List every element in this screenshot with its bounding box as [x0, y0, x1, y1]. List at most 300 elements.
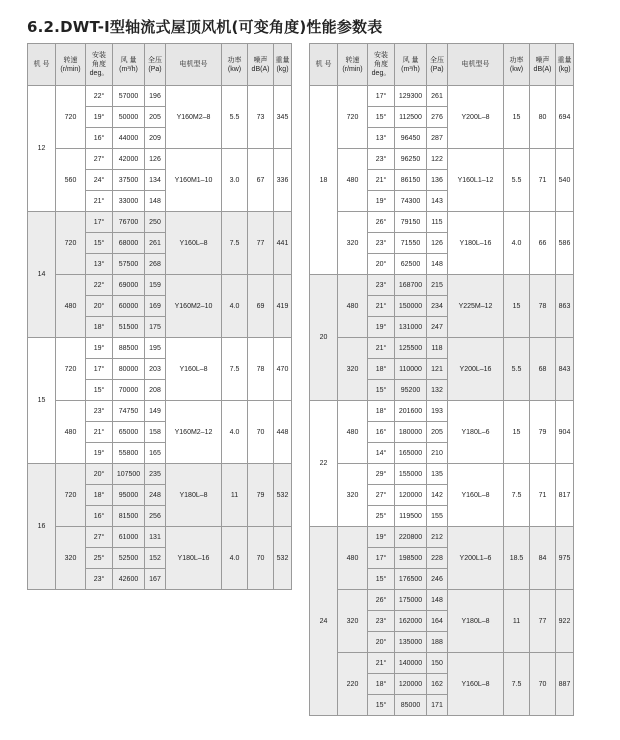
noise-level: 70	[530, 653, 556, 716]
unit-weight: 441	[274, 212, 292, 275]
air-flow: 74750	[113, 401, 145, 422]
air-flow: 95200	[395, 380, 427, 401]
motor-power: 4.0	[222, 275, 248, 338]
unit-weight: 863	[556, 275, 574, 338]
total-pressure: 246	[427, 569, 448, 590]
install-angle: 21°	[368, 170, 395, 191]
model-number: 12	[28, 86, 56, 212]
unit-weight: 419	[274, 275, 292, 338]
install-angle: 23°	[86, 401, 113, 422]
noise-level: 78	[248, 338, 274, 401]
total-pressure: 203	[145, 359, 166, 380]
header-speed	[56, 44, 86, 86]
install-angle: 19°	[368, 527, 395, 548]
table-row	[310, 653, 574, 674]
air-flow: 96250	[395, 149, 427, 170]
install-angle: 22°	[86, 86, 113, 107]
table-row	[28, 86, 292, 107]
total-pressure: 115	[427, 212, 448, 233]
unit-weight: 887	[556, 653, 574, 716]
header-weight-line: (kg)	[558, 65, 571, 73]
table-row	[310, 590, 574, 611]
header-pressure-line: 全压	[148, 56, 162, 64]
speed-rpm: 320	[338, 338, 368, 401]
total-pressure: 261	[427, 86, 448, 107]
install-angle: 26°	[368, 212, 395, 233]
air-flow: 168700	[395, 275, 427, 296]
total-pressure: 143	[427, 191, 448, 212]
motor-power: 5.5	[504, 338, 530, 401]
header-angle-line: deg。	[89, 70, 109, 77]
total-pressure: 135	[427, 464, 448, 485]
table-header-left	[28, 44, 292, 86]
motor-model: Y160L1–12	[448, 149, 504, 212]
table-row	[28, 338, 292, 359]
header-weight-line: 重量	[557, 56, 572, 64]
motor-model: Y160L–8	[166, 338, 222, 401]
install-angle: 18°	[86, 485, 113, 506]
table-header-right	[310, 44, 574, 86]
table-row	[310, 149, 574, 170]
table-row	[28, 401, 292, 422]
air-flow: 120000	[395, 485, 427, 506]
motor-model: Y160M2–12	[166, 401, 222, 464]
install-angle: 16°	[86, 506, 113, 527]
unit-weight: 345	[274, 86, 292, 149]
performance-table-left	[27, 43, 292, 590]
motor-power: 7.5	[504, 653, 530, 716]
unit-weight: 532	[274, 464, 292, 527]
header-flow-line: 风 量	[402, 56, 419, 64]
motor-model: Y160L–8	[448, 653, 504, 716]
header-angle-line: 角度	[374, 61, 388, 68]
air-flow: 65000	[113, 422, 145, 443]
total-pressure: 212	[427, 527, 448, 548]
header-weight	[556, 44, 574, 86]
install-angle: 15°	[368, 380, 395, 401]
total-pressure: 149	[145, 401, 166, 422]
motor-model: Y180L–6	[448, 401, 504, 464]
install-angle: 20°	[368, 632, 395, 653]
air-flow: 119500	[395, 506, 427, 527]
air-flow: 107500	[113, 464, 145, 485]
total-pressure: 268	[145, 254, 166, 275]
speed-rpm: 480	[338, 149, 368, 212]
table-row	[310, 86, 574, 107]
air-flow: 165000	[395, 443, 427, 464]
total-pressure: 142	[427, 485, 448, 506]
header-row	[28, 44, 292, 86]
unit-weight: 922	[556, 590, 574, 653]
noise-level: 69	[248, 275, 274, 338]
air-flow: 71550	[395, 233, 427, 254]
motor-power: 18.5	[504, 527, 530, 590]
unit-weight: 975	[556, 527, 574, 590]
table-row	[28, 149, 292, 170]
header-model	[28, 44, 56, 86]
air-flow: 33000	[113, 191, 145, 212]
speed-rpm: 480	[338, 401, 368, 464]
noise-level: 73	[248, 86, 274, 149]
header-angle-line: deg。	[371, 70, 391, 77]
total-pressure: 248	[145, 485, 166, 506]
unit-weight: 904	[556, 401, 574, 464]
total-pressure: 132	[427, 380, 448, 401]
speed-rpm: 320	[56, 527, 86, 590]
motor-power: 15	[504, 275, 530, 338]
install-angle: 21°	[86, 191, 113, 212]
unit-weight: 843	[556, 338, 574, 401]
total-pressure: 150	[427, 653, 448, 674]
total-pressure: 205	[427, 422, 448, 443]
header-speed-line: (r/min)	[342, 65, 363, 73]
header-speed-line: (r/min)	[60, 65, 81, 73]
header-angle-line: 角度	[92, 61, 106, 68]
motor-power: 4.0	[222, 527, 248, 590]
install-angle: 27°	[368, 485, 395, 506]
install-angle: 19°	[368, 317, 395, 338]
install-angle: 15°	[368, 695, 395, 716]
total-pressure: 169	[145, 296, 166, 317]
header-motor	[166, 44, 222, 86]
model-number: 20	[310, 275, 338, 401]
speed-rpm: 220	[338, 653, 368, 716]
total-pressure: 134	[145, 170, 166, 191]
install-angle: 25°	[368, 506, 395, 527]
header-angle-line: 安装	[92, 52, 106, 59]
install-angle: 17°	[368, 86, 395, 107]
table-row	[310, 275, 574, 296]
noise-level: 84	[530, 527, 556, 590]
air-flow: 62500	[395, 254, 427, 275]
install-angle: 27°	[86, 527, 113, 548]
noise-level: 68	[530, 338, 556, 401]
air-flow: 112500	[395, 107, 427, 128]
total-pressure: 118	[427, 338, 448, 359]
model-number: 22	[310, 401, 338, 527]
header-pressure-line: (Pa)	[148, 65, 162, 73]
total-pressure: 247	[427, 317, 448, 338]
total-pressure: 193	[427, 401, 448, 422]
air-flow: 79150	[395, 212, 427, 233]
install-angle: 19°	[368, 191, 395, 212]
table-row	[310, 338, 574, 359]
header-speed-line: 转速	[63, 56, 78, 64]
header-flow	[113, 44, 145, 86]
motor-model: Y160M2–8	[166, 86, 222, 149]
total-pressure: 205	[145, 107, 166, 128]
motor-power: 15	[504, 86, 530, 149]
total-pressure: 164	[427, 611, 448, 632]
header-angle	[86, 44, 113, 86]
table-row	[310, 401, 574, 422]
air-flow: 120000	[395, 674, 427, 695]
noise-level: 79	[248, 464, 274, 527]
install-angle: 18°	[86, 317, 113, 338]
table-row	[28, 275, 292, 296]
header-pressure-line: 全压	[430, 56, 444, 64]
install-angle: 15°	[86, 233, 113, 254]
header-model-line: 机 号	[315, 61, 332, 68]
air-flow: 175000	[395, 590, 427, 611]
install-angle: 23°	[368, 275, 395, 296]
header-model-line: 机 号	[33, 61, 50, 68]
unit-weight: 448	[274, 401, 292, 464]
header-pressure	[145, 44, 166, 86]
install-angle: 20°	[86, 296, 113, 317]
header-power-line: (kw)	[227, 65, 242, 73]
total-pressure: 126	[427, 233, 448, 254]
motor-model: Y200L–8	[448, 86, 504, 149]
total-pressure: 261	[145, 233, 166, 254]
header-power-line: 功率	[509, 56, 524, 64]
install-angle: 21°	[368, 653, 395, 674]
air-flow: 61000	[113, 527, 145, 548]
model-number: 18	[310, 86, 338, 275]
air-flow: 180000	[395, 422, 427, 443]
install-angle: 18°	[368, 359, 395, 380]
air-flow: 44000	[113, 128, 145, 149]
total-pressure: 152	[145, 548, 166, 569]
model-number: 15	[28, 338, 56, 464]
air-flow: 52500	[113, 548, 145, 569]
install-angle: 23°	[368, 611, 395, 632]
install-angle: 23°	[86, 569, 113, 590]
speed-rpm: 720	[56, 464, 86, 527]
total-pressure: 250	[145, 212, 166, 233]
motor-model: Y200L1–6	[448, 527, 504, 590]
noise-level: 80	[530, 86, 556, 149]
air-flow: 96450	[395, 128, 427, 149]
air-flow: 70000	[113, 380, 145, 401]
air-flow: 110000	[395, 359, 427, 380]
speed-rpm: 480	[338, 275, 368, 338]
header-angle-line: 安装	[374, 52, 388, 59]
air-flow: 76700	[113, 212, 145, 233]
motor-model: Y225M–12	[448, 275, 504, 338]
header-weight-line: 重量	[275, 56, 290, 64]
air-flow: 42600	[113, 569, 145, 590]
table-body-left	[28, 86, 292, 590]
install-angle: 22°	[86, 275, 113, 296]
total-pressure: 188	[427, 632, 448, 653]
noise-level: 77	[530, 590, 556, 653]
total-pressure: 122	[427, 149, 448, 170]
header-flow-line: 风 量	[120, 56, 137, 64]
total-pressure: 148	[427, 254, 448, 275]
air-flow: 150000	[395, 296, 427, 317]
total-pressure: 171	[427, 695, 448, 716]
header-flow	[395, 44, 427, 86]
total-pressure: 195	[145, 338, 166, 359]
air-flow: 140000	[395, 653, 427, 674]
air-flow: 201600	[395, 401, 427, 422]
air-flow: 51500	[113, 317, 145, 338]
noise-level: 71	[530, 149, 556, 212]
install-angle: 20°	[368, 254, 395, 275]
noise-level: 66	[530, 212, 556, 275]
speed-rpm: 560	[56, 149, 86, 212]
table-row	[28, 212, 292, 233]
install-angle: 19°	[86, 338, 113, 359]
motor-power: 5.5	[222, 86, 248, 149]
header-flow-line: (m³/h)	[401, 65, 420, 73]
noise-level: 79	[530, 401, 556, 464]
total-pressure: 228	[427, 548, 448, 569]
total-pressure: 175	[145, 317, 166, 338]
header-pressure-line: (Pa)	[430, 65, 444, 73]
air-flow: 131000	[395, 317, 427, 338]
air-flow: 220800	[395, 527, 427, 548]
install-angle: 21°	[368, 296, 395, 317]
total-pressure: 155	[427, 506, 448, 527]
air-flow: 37500	[113, 170, 145, 191]
unit-weight: 694	[556, 86, 574, 149]
table-row	[28, 464, 292, 485]
motor-power: 3.0	[222, 149, 248, 212]
unit-weight: 817	[556, 464, 574, 527]
motor-model: Y180L–8	[166, 464, 222, 527]
total-pressure: 210	[427, 443, 448, 464]
air-flow: 80000	[113, 359, 145, 380]
install-angle: 21°	[86, 422, 113, 443]
air-flow: 60000	[113, 296, 145, 317]
install-angle: 25°	[86, 548, 113, 569]
noise-level: 77	[248, 212, 274, 275]
motor-model: Y200L–16	[448, 338, 504, 401]
install-angle: 16°	[368, 422, 395, 443]
performance-table-right	[309, 43, 574, 716]
motor-model: Y160L–8	[448, 464, 504, 527]
total-pressure: 158	[145, 422, 166, 443]
install-angle: 24°	[86, 170, 113, 191]
header-model	[310, 44, 338, 86]
header-noise-line: dB(A)	[251, 65, 270, 73]
air-flow: 95000	[113, 485, 145, 506]
total-pressure: 276	[427, 107, 448, 128]
total-pressure: 121	[427, 359, 448, 380]
install-angle: 23°	[368, 149, 395, 170]
total-pressure: 165	[145, 443, 166, 464]
header-motor-line: 电机型号	[179, 61, 208, 68]
total-pressure: 215	[427, 275, 448, 296]
header-pressure	[427, 44, 448, 86]
unit-weight: 532	[274, 527, 292, 590]
header-power	[222, 44, 248, 86]
header-speed	[338, 44, 368, 86]
air-flow: 162000	[395, 611, 427, 632]
header-weight	[274, 44, 292, 86]
motor-power: 11	[222, 464, 248, 527]
air-flow: 135000	[395, 632, 427, 653]
total-pressure: 209	[145, 128, 166, 149]
model-number: 16	[28, 464, 56, 590]
table-row	[310, 464, 574, 485]
motor-model: Y160M2–10	[166, 275, 222, 338]
noise-level: 71	[530, 464, 556, 527]
install-angle: 15°	[368, 569, 395, 590]
install-angle: 13°	[86, 254, 113, 275]
install-angle: 29°	[368, 464, 395, 485]
speed-rpm: 720	[56, 86, 86, 149]
air-flow: 42000	[113, 149, 145, 170]
air-flow: 74300	[395, 191, 427, 212]
noise-level: 67	[248, 149, 274, 212]
speed-rpm: 720	[338, 86, 368, 149]
motor-power: 7.5	[222, 338, 248, 401]
table-body-right	[310, 86, 574, 716]
unit-weight: 470	[274, 338, 292, 401]
motor-model: Y180L–16	[166, 527, 222, 590]
install-angle: 26°	[368, 590, 395, 611]
header-flow-line: (m³/h)	[119, 65, 138, 73]
speed-rpm: 480	[56, 401, 86, 464]
air-flow: 198500	[395, 548, 427, 569]
total-pressure: 159	[145, 275, 166, 296]
noise-level: 78	[530, 275, 556, 338]
page-title: 6.2.DWT-Ⅰ型轴流式屋顶风机(可变角度)性能参数表	[27, 18, 383, 36]
total-pressure: 148	[427, 590, 448, 611]
header-noise	[530, 44, 556, 86]
total-pressure: 167	[145, 569, 166, 590]
air-flow: 88500	[113, 338, 145, 359]
header-speed-line: 转速	[345, 56, 360, 64]
motor-power: 7.5	[222, 212, 248, 275]
header-noise-line: 噪声	[253, 56, 268, 64]
header-motor	[448, 44, 504, 86]
install-angle: 17°	[368, 548, 395, 569]
unit-weight: 336	[274, 149, 292, 212]
header-noise-line: dB(A)	[533, 65, 552, 73]
model-number: 14	[28, 212, 56, 338]
install-angle: 18°	[368, 401, 395, 422]
motor-power: 11	[504, 590, 530, 653]
install-angle: 15°	[368, 107, 395, 128]
install-angle: 15°	[86, 380, 113, 401]
total-pressure: 235	[145, 464, 166, 485]
speed-rpm: 320	[338, 590, 368, 653]
unit-weight: 540	[556, 149, 574, 212]
motor-model: Y160M1–10	[166, 149, 222, 212]
header-motor-line: 电机型号	[461, 61, 490, 68]
install-angle: 19°	[86, 443, 113, 464]
motor-power: 7.5	[504, 464, 530, 527]
air-flow: 129300	[395, 86, 427, 107]
total-pressure: 256	[145, 506, 166, 527]
air-flow: 57000	[113, 86, 145, 107]
noise-level: 70	[248, 401, 274, 464]
air-flow: 81500	[113, 506, 145, 527]
header-noise	[248, 44, 274, 86]
install-angle: 17°	[86, 359, 113, 380]
motor-power: 4.0	[504, 212, 530, 275]
motor-model: Y180L–8	[448, 590, 504, 653]
speed-rpm: 480	[338, 527, 368, 590]
speed-rpm: 720	[56, 212, 86, 275]
air-flow: 125500	[395, 338, 427, 359]
air-flow: 155000	[395, 464, 427, 485]
header-row	[310, 44, 574, 86]
total-pressure: 148	[145, 191, 166, 212]
table-row	[310, 527, 574, 548]
table-row	[28, 527, 292, 548]
install-angle: 23°	[368, 233, 395, 254]
install-angle: 18°	[368, 674, 395, 695]
header-power-line: (kw)	[509, 65, 524, 73]
total-pressure: 126	[145, 149, 166, 170]
header-angle	[368, 44, 395, 86]
motor-model: Y160L–8	[166, 212, 222, 275]
